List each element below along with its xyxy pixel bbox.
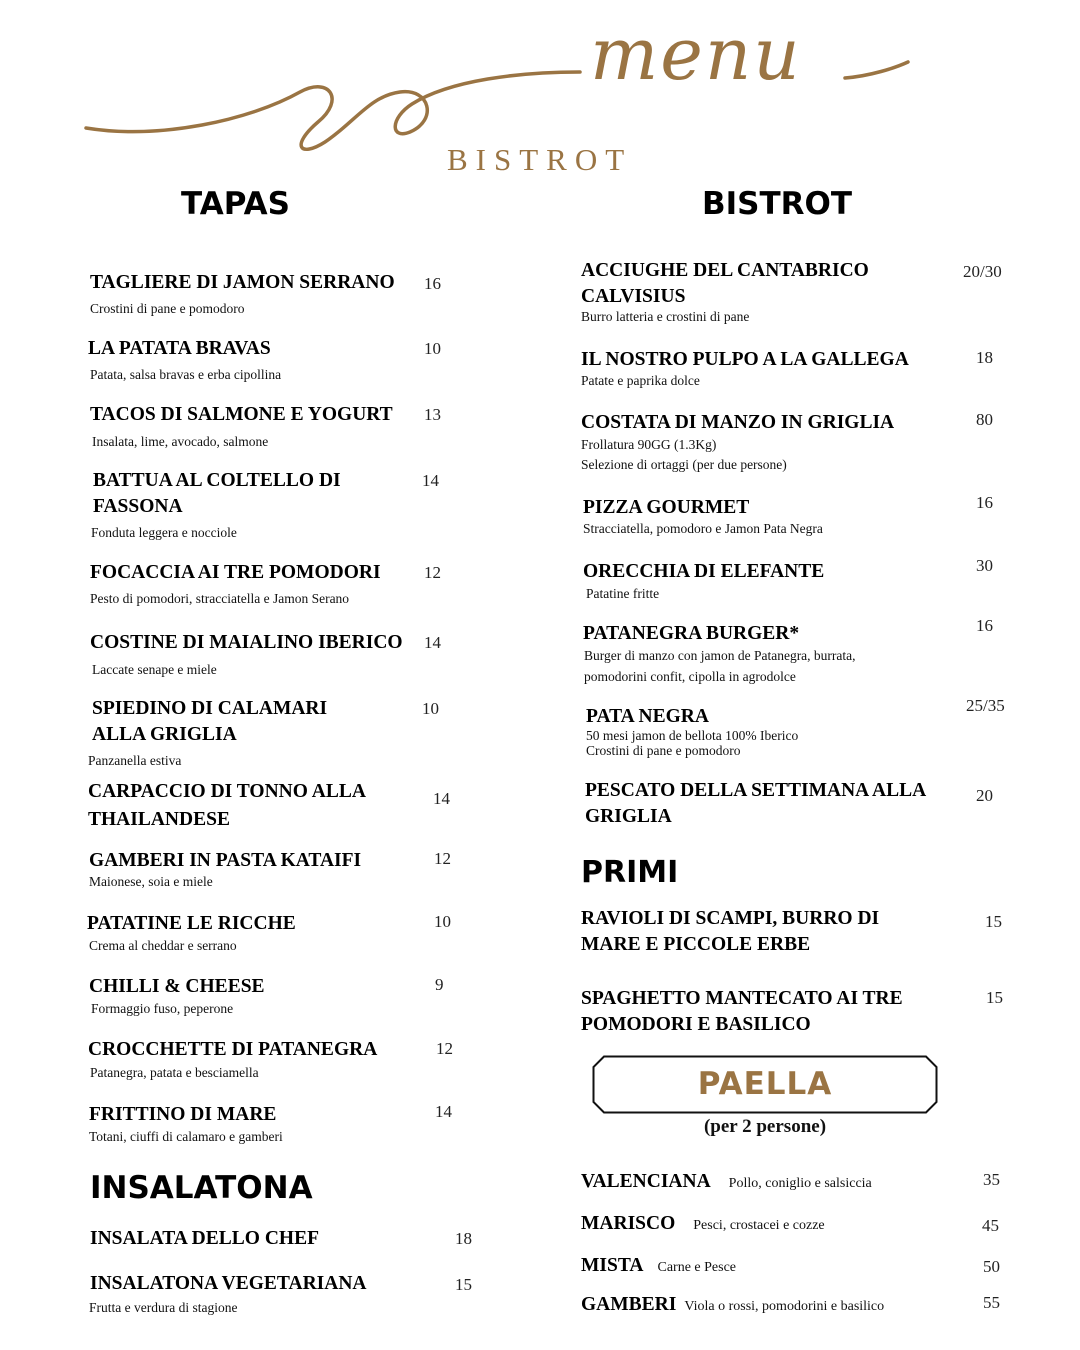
bistrot-title: BISTROT bbox=[702, 186, 853, 222]
tapas-item-desc: Pesto di pomodori, stracciatella e Jamon Serano bbox=[90, 591, 350, 606]
bistrot-item-price: 16 bbox=[976, 616, 993, 635]
bistrot-item-desc: pomodorini confit, cipolla in agrodolce bbox=[584, 669, 796, 684]
tapas-item-name: THAILANDESE bbox=[88, 809, 230, 830]
tapas-item-desc: Patata, salsa bravas e erba cipollina bbox=[90, 367, 282, 382]
tapas-item-price: 16 bbox=[424, 274, 441, 293]
menu-script-title: menu bbox=[590, 12, 802, 96]
paella-item-desc: Pesci, crostacei e cozze bbox=[693, 1218, 825, 1233]
tapas-item-name: GAMBERI IN PASTA KATAIFI bbox=[89, 850, 362, 871]
paella-item-name: VALENCIANA bbox=[581, 1171, 711, 1192]
tapas-item-desc: Formaggio fuso, peperone bbox=[91, 1001, 234, 1016]
tapas-item-desc: Insalata, lime, avocado, salmone bbox=[92, 434, 269, 449]
bistrot-item-desc: Stracciatella, pomodoro e Jamon Pata Negra bbox=[583, 521, 823, 536]
tapas-item-price: 10 bbox=[424, 339, 441, 358]
bistrot-item-price: 25/35 bbox=[966, 696, 1005, 715]
tapas-item-name: SPIEDINO DI CALAMARI bbox=[92, 698, 328, 719]
tapas-item-desc: Maionese, soia e miele bbox=[89, 874, 213, 889]
bistrot-item-name: PATANEGRA BURGER* bbox=[583, 623, 800, 644]
tapas-item-name: CARPACCIO DI TONNO ALLA bbox=[88, 781, 366, 802]
insalatona-item-name: INSALATONA VEGETARIANA bbox=[90, 1273, 367, 1294]
tapas-item-price: 12 bbox=[434, 849, 451, 868]
paella-item bbox=[581, 1213, 825, 1235]
tapas-item-name: CROCCHETTE DI PATANEGRA bbox=[88, 1039, 378, 1060]
primi-title: PRIMI bbox=[581, 855, 679, 890]
insalatona-item-price: 18 bbox=[455, 1229, 472, 1248]
insalatona-item-desc: Frutta e verdura di stagione bbox=[89, 1300, 238, 1315]
primi-item-name: SPAGHETTO MANTECATO AI TRE bbox=[581, 988, 903, 1009]
tapas-item-price: 12 bbox=[436, 1039, 453, 1058]
primi-item-name: MARE E PICCOLE ERBE bbox=[581, 934, 811, 955]
paella-item-price: 45 bbox=[982, 1216, 999, 1235]
bistrot-item-price: 80 bbox=[976, 410, 993, 429]
bistrot-item-desc: Frollatura 90GG (1.3Kg) bbox=[581, 437, 717, 452]
primi-item-name: RAVIOLI DI SCAMPI, BURRO DI bbox=[581, 908, 880, 929]
tapas-item-desc: Panzanella estiva bbox=[88, 753, 182, 768]
bistrot-item-desc: Crostini di pane e pomodoro bbox=[586, 743, 741, 758]
tapas-item-price: 13 bbox=[424, 405, 441, 424]
paella-item-name: MISTA bbox=[581, 1255, 644, 1276]
tapas-item-name: FASSONA bbox=[93, 496, 183, 517]
tapas-item-desc: Totani, ciuffi di calamaro e gamberi bbox=[89, 1129, 283, 1144]
paella-item-price: 55 bbox=[983, 1293, 1000, 1312]
primi-item-name: POMODORI E BASILICO bbox=[581, 1014, 811, 1035]
tapas-item-desc: Crema al cheddar e serrano bbox=[89, 938, 237, 953]
bistrot-item-name: PATA NEGRA bbox=[586, 706, 709, 727]
tapas-item-price: 12 bbox=[424, 563, 441, 582]
paella-item bbox=[581, 1294, 884, 1316]
bistrot-item-name: CALVISIUS bbox=[581, 286, 686, 307]
bistrot-item-name: COSTATA DI MANZO IN GRIGLIA bbox=[581, 412, 895, 433]
tapas-item-desc: Patanegra, patata e besciamella bbox=[90, 1065, 259, 1080]
tapas-item-price: 9 bbox=[435, 975, 444, 994]
paella-item bbox=[581, 1171, 872, 1193]
paella-item-name: MARISCO bbox=[581, 1213, 676, 1234]
bistrot-item-price: 18 bbox=[976, 348, 993, 367]
tapas-item-name: TACOS DI SALMONE E YOGURT bbox=[90, 404, 393, 425]
bistrot-item-desc: Burro latteria e crostini di pane bbox=[581, 309, 750, 324]
primi-item-price: 15 bbox=[986, 988, 1003, 1007]
bistrot-item-price: 20 bbox=[976, 786, 993, 805]
tapas-item-name: TAGLIERE DI JAMON SERRANO bbox=[90, 272, 395, 293]
bistrot-item-name: IL NOSTRO PULPO A LA GALLEGA bbox=[581, 349, 909, 370]
paella-item-desc: Viola o rossi, pomodorini e basilico bbox=[684, 1299, 885, 1314]
tapas-item-name: BATTUA AL COLTELLO DI bbox=[93, 470, 341, 491]
tapas-title: TAPAS bbox=[181, 186, 290, 222]
bistrot-item-price: 16 bbox=[976, 493, 993, 512]
insalatona-item-price: 15 bbox=[455, 1275, 472, 1294]
bistrot-item-name: PIZZA GOURMET bbox=[583, 497, 750, 518]
bistrot-item-desc: Burger di manzo con jamon de Patanegra, burrata, bbox=[584, 648, 856, 663]
tapas-item-name: PATATINE LE RICCHE bbox=[87, 913, 296, 934]
paella-item bbox=[581, 1255, 736, 1277]
bistrot-item-desc: Patatine fritte bbox=[586, 586, 660, 601]
bistrot-item-price: 30 bbox=[976, 556, 993, 575]
paella-title: PAELLA bbox=[697, 1066, 833, 1102]
tapas-item-desc: Crostini di pane e pomodoro bbox=[90, 301, 245, 316]
paella-item-price: 50 bbox=[983, 1257, 1000, 1276]
paella-subtitle: (per 2 persone) bbox=[703, 1116, 827, 1137]
paella-item-desc: Pollo, coniglio e salsiccia bbox=[728, 1176, 872, 1191]
tapas-item-price: 14 bbox=[424, 633, 441, 652]
tapas-item-desc: Laccate senape e miele bbox=[92, 662, 217, 677]
tapas-item-price: 10 bbox=[422, 699, 439, 718]
bistrot-item-desc: Patate e paprika dolce bbox=[581, 373, 700, 388]
bistrot-item-price: 20/30 bbox=[963, 262, 1002, 281]
bistrot-item-name: GRIGLIA bbox=[585, 806, 672, 827]
tapas-item-price: 10 bbox=[434, 912, 451, 931]
tapas-item-price: 14 bbox=[435, 1102, 452, 1121]
tapas-item-price: 14 bbox=[422, 471, 439, 490]
tapas-item-name: CHILLI & CHEESE bbox=[89, 976, 265, 997]
paella-item-desc: Carne e Pesce bbox=[657, 1260, 737, 1275]
bistrot-item-desc: 50 mesi jamon de bellota 100% Iberico bbox=[586, 728, 799, 743]
bistrot-item-name: PESCATO DELLA SETTIMANA ALLA bbox=[585, 780, 927, 801]
bistrot-item-name: ORECCHIA DI ELEFANTE bbox=[583, 561, 825, 582]
tapas-item-price: 14 bbox=[433, 789, 450, 808]
tapas-item-name: COSTINE DI MAIALINO IBERICO bbox=[90, 632, 403, 653]
bistrot-item-name: ACCIUGHE DEL CANTABRICO bbox=[581, 260, 869, 281]
bistrot-item-desc: Selezione di ortaggi (per due persone) bbox=[581, 457, 787, 472]
paella-item-name: GAMBERI bbox=[581, 1294, 677, 1315]
primi-item-price: 15 bbox=[985, 912, 1002, 931]
paella-item-price: 35 bbox=[983, 1170, 1000, 1189]
tapas-item-name: ALLA GRIGLIA bbox=[92, 724, 237, 745]
insalatona-item-name: INSALATA DELLO CHEF bbox=[90, 1228, 319, 1249]
insalatona-title: INSALATONA bbox=[90, 1170, 313, 1206]
tapas-item-name: FOCACCIA AI TRE POMODORI bbox=[90, 562, 381, 583]
tapas-item-name: LA PATATA BRAVAS bbox=[88, 338, 271, 359]
brand-name: BISTROT bbox=[447, 142, 633, 177]
tapas-item-desc: Fonduta leggera e nocciole bbox=[91, 525, 237, 540]
tapas-item-name: FRITTINO DI MARE bbox=[89, 1104, 277, 1125]
